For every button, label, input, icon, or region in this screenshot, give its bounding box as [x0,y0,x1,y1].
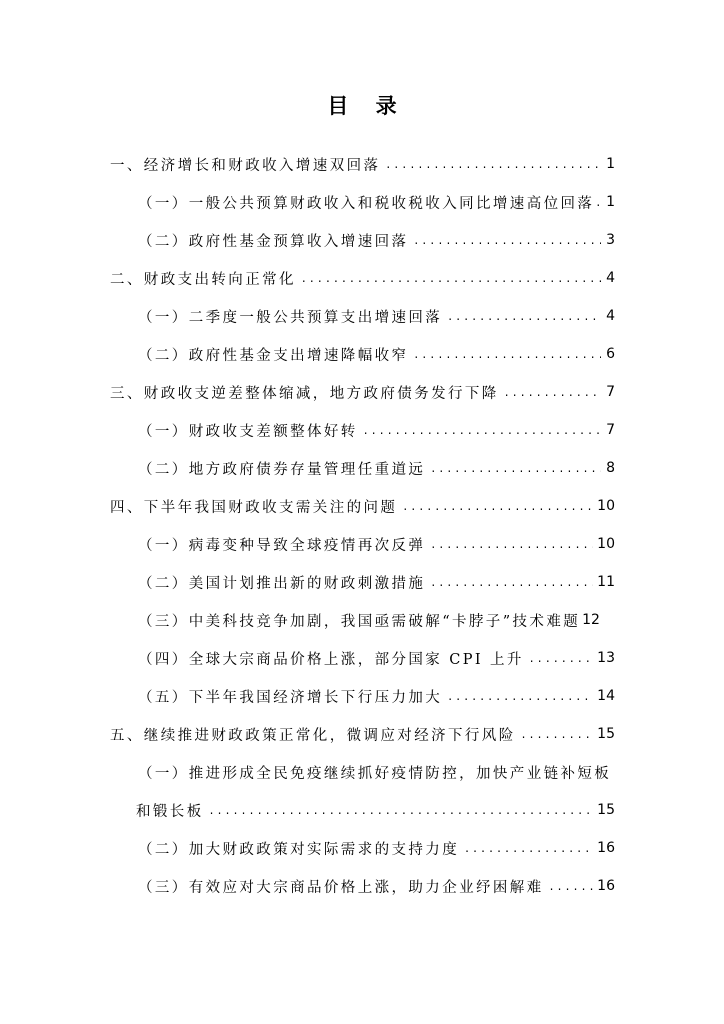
toc-entry-text: （二）美国计划推出新的财政刺激措施 [138,575,426,592]
toc-entry-text: （五）下半年我国经济增长下行压力加大 [138,689,443,706]
toc-page-number: 15 [597,802,615,818]
toc-entry[interactable] [0,300,724,332]
toc-leader [550,879,594,893]
toc-entry-text: 和锻长板 [136,803,204,820]
toc-leader [431,461,601,475]
toc-page-number: 7 [606,384,615,400]
toc-page-number: 11 [597,574,615,590]
toc-entry[interactable] [0,262,724,294]
toc-leader [386,157,601,171]
toc-entry-text: （二）加大财政政策对实际需求的支持力度 [138,841,460,858]
toc-page-number: 10 [597,498,615,514]
toc-page-number: 4 [606,308,615,324]
toc-entry-text: （一）二季度一般公共预算支出增速回落 [138,309,443,326]
toc-leader [364,423,601,437]
toc-entry-continuation[interactable] [0,794,724,826]
toc-entry[interactable] [0,148,724,180]
toc-entry[interactable] [0,756,724,788]
toc-page-number: 6 [606,346,615,362]
toc-entry[interactable] [0,680,724,712]
toc-entry-text: （二）地方政府债券存量管理任重道远 [138,461,426,478]
toc-leader [448,689,593,703]
toc-page-number: 14 [597,688,615,704]
toc-leader [448,309,601,323]
toc-leader [302,271,601,285]
toc-entry-text: （四）全球大宗商品价格上涨，部分国家 CPI 上升 [138,651,524,668]
toc-entry[interactable] [0,452,724,484]
toc-leader [505,385,601,399]
toc-entry[interactable] [0,566,724,598]
toc-leader [403,499,593,513]
toc-leader [522,727,594,741]
toc-page-number: 7 [606,422,615,438]
toc-entry-text: （二）政府性基金支出增速降幅收窄 [138,347,409,364]
toc-entry-text: 二、财政支出转向正常化 [110,271,296,288]
toc-page-number: 3 [606,232,615,248]
toc-entry[interactable] [0,414,724,446]
toc-entry-text: （三）有效应对大宗商品价格上涨，助力企业纾困解难 [138,879,544,896]
toc-leader [431,575,593,589]
toc-entry[interactable] [0,224,724,256]
page-title: 目 录 [327,94,407,118]
toc-entry-text: （一）病毒变种导致全球疫情再次反弹 [138,537,426,554]
toc-entry-text: （二）政府性基金预算收入增速回落 [138,233,409,250]
toc-entry[interactable] [0,642,724,674]
toc-entry-text: 一、经济增长和财政收入增速双回落 [110,157,381,174]
toc-leader [596,195,601,209]
toc-entry[interactable] [0,832,724,864]
toc-leader [210,803,594,817]
toc-entry-text: 三、财政收支逆差整体缩减，地方政府债务发行下降 [110,385,499,402]
toc-leader [465,841,593,855]
toc-leader [530,651,593,665]
toc-entry[interactable] [0,490,724,522]
toc-entry-text: （三）中美科技竞争加剧，我国亟需破解“卡脖子”技术难题 [138,613,581,630]
toc-entry[interactable] [0,604,724,636]
toc-page-number: 10 [597,536,615,552]
toc-page-number: 13 [597,650,615,666]
toc-entry[interactable] [0,528,724,560]
toc-entry-text: 五、继续推进财政政策正常化，微调应对经济下行风险 [110,727,516,744]
toc-entry[interactable] [0,870,724,902]
toc-leader [414,347,601,361]
toc-entry-text: （一）财政收支差额整体好转 [138,423,358,440]
toc-entry[interactable] [0,338,724,370]
toc-page-number: 4 [606,270,615,286]
toc-entry[interactable] [0,376,724,408]
toc-page-number: 1 [606,194,615,210]
toc-page-number: 16 [597,878,615,894]
toc-page-number: 12 [582,612,600,628]
toc-entry[interactable] [0,718,724,750]
toc-leader [431,537,593,551]
toc-entry-text: （一）一般公共预算财政收入和税收税收入同比增速高位回落 [138,195,595,212]
toc-entry[interactable] [0,186,724,218]
toc-page-number: 8 [606,460,615,476]
toc-page-number: 1 [606,156,615,172]
toc-entry-text: 四、下半年我国财政收支需关注的问题 [110,499,398,516]
toc-page-number: 15 [597,726,615,742]
toc-leader [414,233,601,247]
toc-page-number: 16 [597,840,615,856]
toc-entry-text: （一）推进形成全民免疫继续抓好疫情防控，加快产业链补短板 [138,765,612,782]
